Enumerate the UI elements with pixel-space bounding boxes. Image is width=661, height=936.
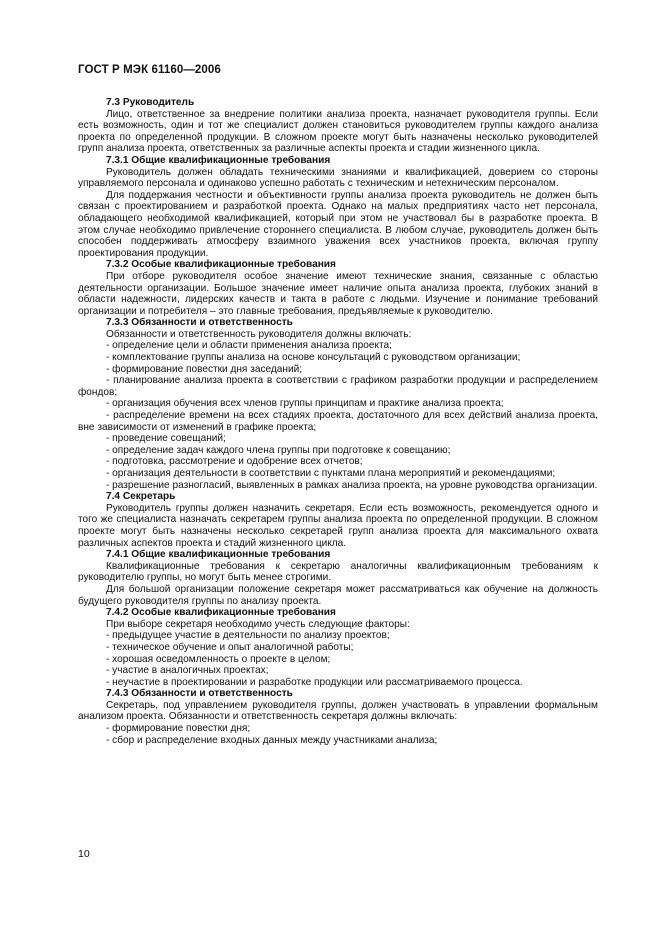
paragraph: При выборе секретаря необходимо учесть следующие факторы:: [106, 618, 410, 630]
paragraph: - хорошая осведомленность о проекте в целом;: [106, 653, 331, 665]
paragraph: - предыдущее участие в деятельности по анализу проектов;: [106, 630, 390, 642]
paragraph: - участие в аналогичных проектах;: [106, 665, 269, 677]
document-body: [78, 97, 598, 746]
section-heading: 7.4 Секретарь: [106, 491, 176, 503]
paragraph: При отборе руководителя особое значение имеют технические знания, связанные с областью деятельности организации. Большое значение имеет наличие опыта анализа проекта, глубоких знаний в области надежности, лидерских качеств и такта в работе с людьми. Изучение и понимание требований организации и потребителя – это главные требования, предъявляемые к руководителю.: [78, 270, 598, 317]
subsection-heading: 7.3.3 Обязанности и ответственность: [106, 317, 293, 329]
paragraph: Для поддержания честности и объективности группы анализа проекта руководитель не должен быть связан с проектированием и разработкой проекта. Однако на малых предприятиях часто нет персонала, обладающего необходимой квалификацией, который при этом не участвовал бы в разработке проекта. В этом случае необходимо привлечение стороннего специалиста. В любом случае, руководитель должен быть способен поддерживать атмосферу взаимного уважения всех участников проекта, включая группу проектирования продукции.: [78, 189, 598, 259]
subsection-heading: 7.3.1 Общие квалификационные требования: [106, 154, 331, 166]
paragraph: - сбор и распределение входных данных между участниками анализа;: [106, 734, 438, 746]
paragraph: Лицо, ответственное за внедрение политики анализа проекта, назначает руководителя группы. Если есть возможность, один и тот же специалист должен становиться руководителем группы каждого анализа проекта по определенной продукции. В сложном проекте могут быть назначены несколько руководителей групп анализа проекта, ответственных за различные аспекты проекта и стадии жизненного цикла.: [78, 108, 598, 155]
section-heading: 7.3 Руководитель: [106, 97, 195, 108]
paragraph: - определение цели и области применения анализа проекта;: [106, 340, 392, 352]
subsection-heading: 7.4.2 Особые квалификационные требования: [106, 607, 336, 619]
paragraph: - проведение совещаний;: [106, 433, 226, 445]
paragraph: - подготовка, рассмотрение и одобрение всех отчетов;: [106, 456, 363, 468]
paragraph: - формирование повестки дня заседаний;: [106, 363, 303, 375]
paragraph: - организация обучения всех членов группы принципам и практике анализа проекта;: [106, 398, 504, 410]
subsection-heading: 7.3.2 Особые квалификационные требования: [106, 259, 336, 271]
paragraph: Руководитель группы должен назначить секретаря. Если есть возможность, рекомендуется одного и того же специалиста назначать секретарем группы анализа проекта по определенной продукции. В сложном проекте могут быть назначены несколько секретарей групп анализа проекта для максимального охвата различных аспектов проекта и стадий жизненного цикла.: [78, 502, 598, 549]
paragraph: - разрешение разногласий, выявленных в рамках анализа проекта, на уровне руководства организации.: [106, 479, 598, 491]
paragraph: Для большой организации положение секретаря может рассматриваться как обучение на должность будущего руководителя группы по анализу проекта.: [78, 583, 598, 607]
paragraph: - определение задач каждого члена группы при подготовке к совещанию;: [106, 444, 451, 456]
paragraph: - распределение времени на всех стадиях проекта, достаточного для всех действий анализа проекта, вне зависимости от изменений в графике проекта;: [78, 410, 598, 433]
paragraph: - организация деятельности в соответствии с пунктами плана мероприятий и рекомендациями;: [106, 468, 556, 479]
paragraph: Руководитель должен обладать техническими знаниями и квалификацией, доверием со стороны управляемого персонала и одинаково успешно работать с техническим и нетехническим персоналом.: [78, 166, 598, 190]
document-header: ГОСТ Р МЭК 61160—2006: [78, 64, 221, 76]
page-number: 10: [78, 848, 90, 860]
subsection-heading: 7.4.3 Обязанности и ответственность: [106, 688, 293, 700]
paragraph: Квалификационные требования к секретарю аналогичны квалификационным требованиям к руководителю группы, но могут быть менее строгими.: [78, 560, 598, 584]
subsection-heading: 7.4.1 Общие квалификационные требования: [106, 549, 331, 561]
paragraph: Обязанности и ответственность руководителя должны включать:: [106, 328, 412, 340]
paragraph: - комплектование группы анализа на основе консультаций с руководством организации;: [106, 352, 521, 364]
paragraph: - формирование повестки дня;: [106, 723, 251, 735]
paragraph: - планирование анализа проекта в соответствии с графиком разработки продукции и распределением фондов;: [78, 375, 598, 398]
paragraph: Секретарь, под управлением руководителя группы, должен участвовать в управлении формальным анализом проекта. Обязанности и ответственность секретаря должны включать:: [78, 699, 598, 723]
paragraph: - неучастие в проектировании и разработке продукции или рассматриваемого процесса.: [106, 676, 523, 688]
paragraph: - техническое обучение и опыт аналогичной работы;: [106, 641, 354, 653]
